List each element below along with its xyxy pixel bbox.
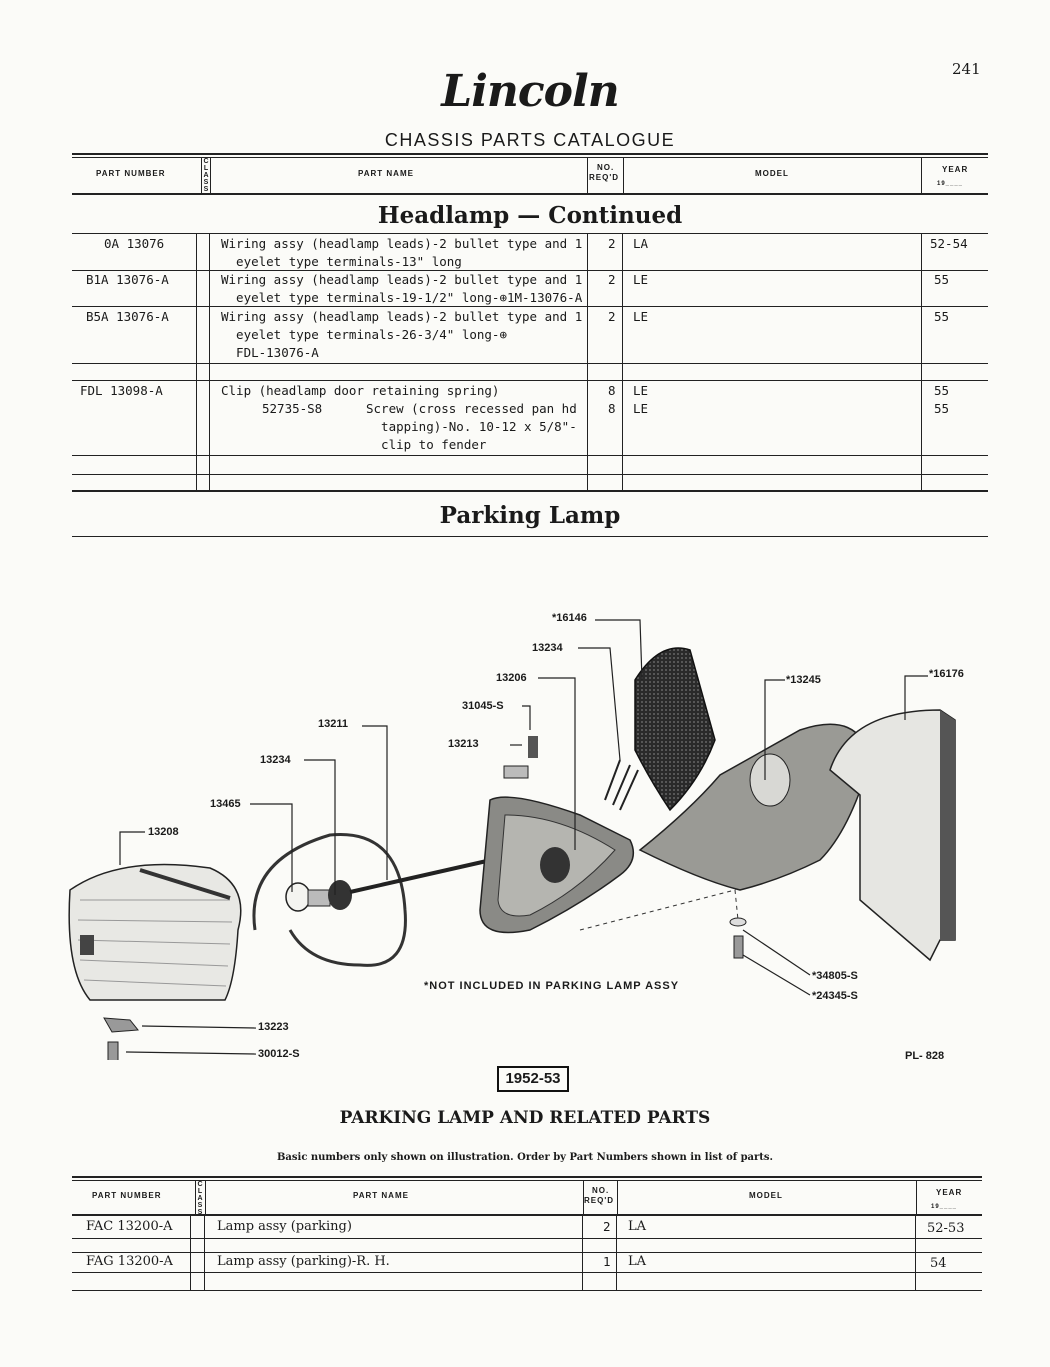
callout-13208: 13208 (148, 826, 179, 838)
col-class: C L A S S (203, 158, 209, 193)
callout-24345-s: *24345-S (812, 990, 858, 1002)
callout-16176: *16176 (929, 668, 964, 680)
col-part-name: PART NAME (353, 1191, 409, 1200)
basic-numbers-note: Basic numbers only shown on illustration. Order by Part Numbers shown in list of parts. (276, 1152, 774, 1163)
housing-13206 (480, 760, 638, 933)
lens-13208 (69, 864, 241, 1000)
plate-number: PL- 828 (905, 1050, 945, 1062)
col-model: MODEL (755, 169, 789, 178)
col-model: MODEL (749, 1191, 783, 1200)
callout-13465: 13465 (210, 798, 241, 810)
gasket-16146 (635, 648, 715, 810)
col-year: YEAR (936, 1188, 963, 1197)
not-included-note: *NOT INCLUDED IN PARKING LAMP ASSY (424, 980, 680, 992)
brand-logo: Lincoln (441, 66, 619, 117)
callout-13234-lower: 13234 (260, 754, 291, 766)
col-class: C L A S S (197, 1181, 203, 1216)
callout-13213: 13213 (448, 738, 479, 750)
page-number: 241 (952, 60, 981, 78)
col-year: YEAR (942, 165, 969, 174)
callout-13223: 13223 (258, 1021, 289, 1033)
year-badge: 1952-53 (497, 1066, 569, 1092)
col-part-number: PART NUMBER (92, 1191, 162, 1200)
callout-13211: 13211 (318, 718, 348, 730)
callout-16146: *16146 (552, 612, 587, 624)
catalogue-title: CHASSIS PARTS CATALOGUE (384, 130, 676, 150)
col-part-number: PART NUMBER (96, 169, 166, 178)
related-parts-title: PARKING LAMP AND RELATED PARTS (339, 1108, 711, 1128)
callout-13245: *13245 (786, 674, 821, 686)
bracket-16176 (830, 710, 955, 960)
bulb-and-socket (254, 834, 500, 965)
callout-31045-s: 31045-S (462, 700, 504, 712)
callout-13206: 13206 (496, 672, 527, 684)
section-title-parking-lamp: Parking Lamp (439, 502, 621, 529)
bolt-34805 (730, 918, 746, 958)
callout-13234-upper: 13234 (532, 642, 563, 654)
callout-30012-s: 30012-S (258, 1048, 300, 1060)
section-title-headlamp: Headlamp — Continued (377, 202, 683, 229)
col-no-reqd: NO. (592, 1186, 610, 1195)
clip-13223 (104, 1018, 138, 1060)
callout-34805-s: *34805-S (812, 970, 858, 982)
screw-31045 (504, 736, 538, 778)
col-no-reqd: NO. (597, 163, 615, 172)
col-part-name: PART NAME (358, 169, 414, 178)
